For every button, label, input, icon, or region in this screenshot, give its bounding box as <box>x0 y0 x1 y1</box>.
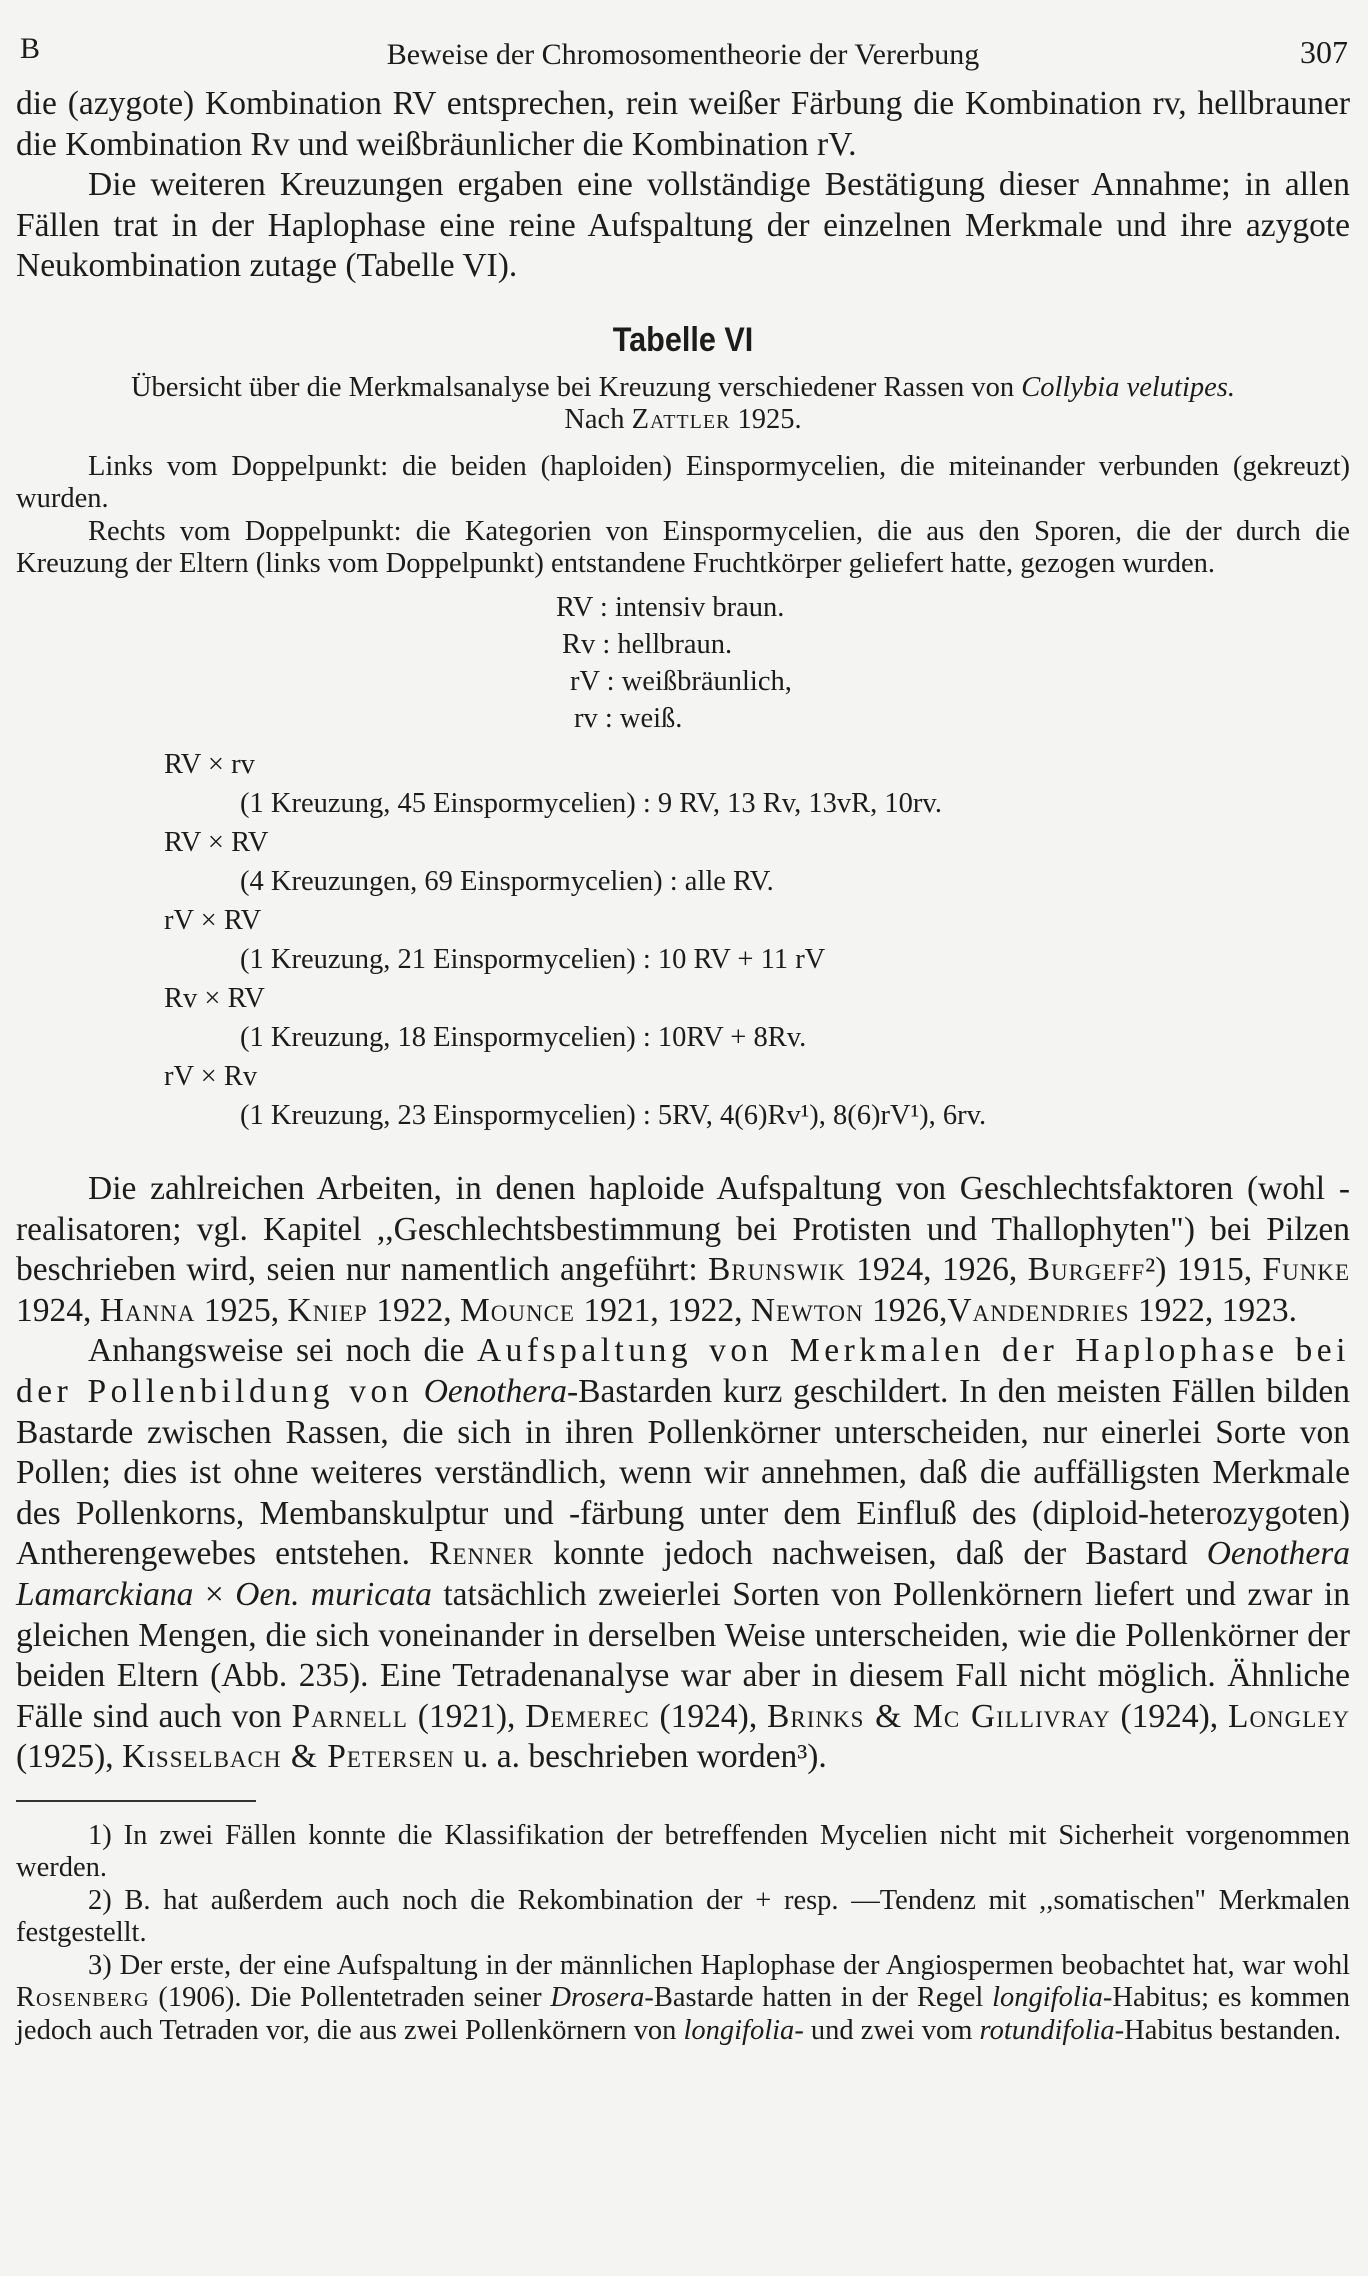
table-legend <box>556 589 1350 737</box>
text: -Bastarde hatten in der Regel <box>644 1982 993 2014</box>
text: Anhangsweise sei noch die <box>88 1332 477 1370</box>
author-name: Parnell <box>291 1697 408 1735</box>
text: 1924, <box>16 1291 100 1329</box>
author-name: Brunswik <box>708 1251 846 1289</box>
text: (1924), <box>649 1697 768 1735</box>
text: ²) 1915, <box>1145 1251 1263 1289</box>
cross-result: (4 Kreuzungen, 69 Einspormycelien) : alle RV. <box>240 865 774 897</box>
author-name: Kniep <box>287 1291 368 1329</box>
caption-species: Collybia velutipes. <box>1021 371 1236 403</box>
footnote-divider <box>16 1800 256 1802</box>
text: Die zahlreichen Arbeiten, in denen haploide Aufspaltung von Geschlechtsfaktoren (wohl -realisatoren; vgl. Kapitel ,,Geschlechtsbestimmung bei Protisten und Thallophyten") bei Pilzen beschrieben wird, seien nur namentlich angeführt: <box>16 1169 1350 1289</box>
text: 1924, 1926, <box>845 1251 1028 1289</box>
cross-result: (1 Kreuzung, 23 Einspormycelien) : 5RV, 4(6)Rv¹), 8(6)rV¹), 6rv. <box>240 1099 987 1131</box>
table-title: Tabelle VI <box>612 320 754 359</box>
cross-label: rV × RV <box>164 904 262 936</box>
cross-label: rV × Rv <box>164 1060 258 1092</box>
author-name: Renner <box>429 1535 535 1573</box>
text: 1922, <box>367 1291 460 1329</box>
table-note-right: Rechts vom Doppelpunkt: die Kategorien von Einspormycelien, die aus den Sporen, die der durch die Kreuzung der Eltern (links vom Doppelpunkt) entstandene Fruchtkörper geliefert hatte, gezogen wurden. <box>16 515 1350 580</box>
author-name: Hanna <box>99 1291 196 1329</box>
main-text <box>16 1169 1350 1778</box>
cross-label: RV × rv <box>164 748 255 780</box>
author-name: Demerec <box>525 1697 650 1735</box>
species-name: Oenothera <box>423 1372 567 1410</box>
text: 1925, <box>195 1291 288 1329</box>
author-name: Vandendries <box>947 1291 1130 1329</box>
spaced-emphasis: Aufspaltung von Merkmalen der Haplophase bei der Pollenbildung von <box>16 1332 1350 1410</box>
text: (1921), <box>407 1697 526 1735</box>
species-name: longifolia <box>683 2014 795 2046</box>
cross-result: (1 Kreuzung, 45 Einspormycelien) : 9 RV, 13 Rv, 13vR, 10rv. <box>240 787 942 819</box>
table-vi <box>16 321 1350 1135</box>
text: (1924), <box>1110 1697 1228 1735</box>
caption-text: Übersicht über die Merkmalsanalyse bei Kreuzung verschiedener Rassen von <box>130 371 1022 403</box>
table-caption <box>16 372 1350 437</box>
caption-author: Zattler <box>631 404 731 436</box>
intro-paragraph-1: die (azygote) Kombination RV entsprechen, rein weißer Färbung die Kombination rv, hellbrauner die Kombination Rv und weißbräunlicher die Kombination rV. <box>16 85 1350 163</box>
page-number: 307 <box>1300 34 1348 70</box>
text: × <box>193 1575 236 1613</box>
text: -Bastarden kurz geschildert. In den meisten Fällen bilden Bastarde zwischen Rassen, die sich in ihren Pollenkörner unterscheiden, nur einerlei Sorte von Pollen; dies ist ohne weiteres verständlich, wenn wir annehmen, daß die auffälligsten Merkmale des Pollenkorns, Membanskulptur und -färbung unter dem Einfluß des (diploid-heterozygoten) Antherengewebes entstehen. <box>16 1372 1350 1573</box>
text: u. a. beschrieben worden³). <box>454 1738 827 1776</box>
cross-result: (1 Kreuzung, 21 Einspormycelien) : 10 RV + 11 rV <box>240 943 826 975</box>
author-name: Kisselbach & Petersen <box>122 1738 455 1776</box>
text: tatsächlich zweierlei Sorten von Pollenkörnern liefert und zwar in gleichen Mengen, die sich voneinander in derselben Weise unterscheiden, wie die Pollenkörner der beiden Eltern (Abb. 235). Eine Tetradenanalyse war aber in diesem Fall nicht möglich. Ähnliche Fälle sind auch von <box>16 1575 1350 1735</box>
legend-entry: rV : weißbräunlich, <box>570 665 792 697</box>
intro-text <box>16 84 1350 287</box>
text: 3) Der erste, der eine Aufspaltung in der männlichen Haplophase der Angiospermen beobachtet hat, war wohl <box>88 1949 1350 1981</box>
header-title: Beweise der Chromosomentheorie der Vererbung <box>386 38 980 71</box>
running-header <box>16 28 1350 84</box>
paragraph-haploid-splitting <box>16 1169 1350 1331</box>
author-name: Funke <box>1262 1251 1351 1289</box>
text: -Habitus; es kommen jedoch auch Tetraden vor, die aus zwei Pollenkörnern von <box>16 1982 1351 2046</box>
cross-result: (1 Kreuzung, 18 Einspormycelien) : 10RV + 8Rv. <box>240 1021 807 1053</box>
species-name: Oen. muricata <box>235 1575 432 1613</box>
text: 1921, 1922, <box>574 1291 751 1329</box>
legend-entry: Rv : hellbraun. <box>562 628 733 660</box>
author-name: Burgeff <box>1027 1251 1146 1289</box>
species-name: rotundifolia <box>979 2014 1115 2046</box>
cross-label: Rv × RV <box>164 982 265 1014</box>
text: -Habitus bestanden. <box>1114 2014 1342 2046</box>
footnote-3 <box>16 1950 1350 2048</box>
text: 1926, <box>863 1291 948 1329</box>
text: (1925), <box>16 1738 123 1776</box>
author-name: Longley <box>1227 1697 1350 1735</box>
cross-label: RV × RV <box>164 826 269 858</box>
legend-entry: rv : weiß. <box>574 702 683 734</box>
text: (1906). Die Pollentetraden seiner <box>149 1982 551 2014</box>
species-name: Oenothera Lamarckiana <box>16 1535 1350 1613</box>
species-name: Drosera <box>550 1982 645 2014</box>
footnote-2: 2) B. hat außerdem auch noch die Rekombination der + resp. —Tendenz mit ,,somatischen" Merkmalen festgestellt. <box>16 1884 1350 1949</box>
footnotes <box>16 1820 1350 2048</box>
caption-year: 1925. <box>730 404 802 436</box>
author-name: Rosenberg <box>16 1982 150 2014</box>
species-name: longifolia <box>992 1982 1103 2014</box>
caption-text-2: Nach <box>564 404 632 436</box>
table-note-left: Links vom Doppelpunkt: die beiden (haploiden) Einspormycelien, die miteinander verbunden (gekreuzt) wurden. <box>16 450 1350 515</box>
paragraph-pollen-oenothera <box>16 1331 1350 1778</box>
footnote-1: 1) In zwei Fällen konnte die Klassifikation der betreffenden Mycelien nicht mit Sicherheit vorgenommen werden. <box>16 1819 1350 1884</box>
author-name: Brinks & Mc Gillivray <box>767 1697 1111 1735</box>
author-name: Newton <box>750 1291 864 1329</box>
text: - und zwei vom <box>794 2014 980 2046</box>
cross-list <box>16 745 1350 1135</box>
author-name: Mounce <box>459 1291 575 1329</box>
intro-paragraph-2: Die weiteren Kreuzungen ergaben eine vollständige Bestätigung dieser Annahme; in allen Fällen trat in der Haplophase eine reine Aufspaltung der einzelnen Merkmale und ihre azygote Neukombination zutage (Tabelle VI). <box>16 166 1350 285</box>
text: 1922, 1923. <box>1129 1291 1298 1329</box>
header-section-letter: B <box>20 32 41 65</box>
text: konnte jedoch nachweisen, daß der Bastard <box>534 1535 1207 1573</box>
legend-entry: RV : intensiv braun. <box>556 591 785 623</box>
